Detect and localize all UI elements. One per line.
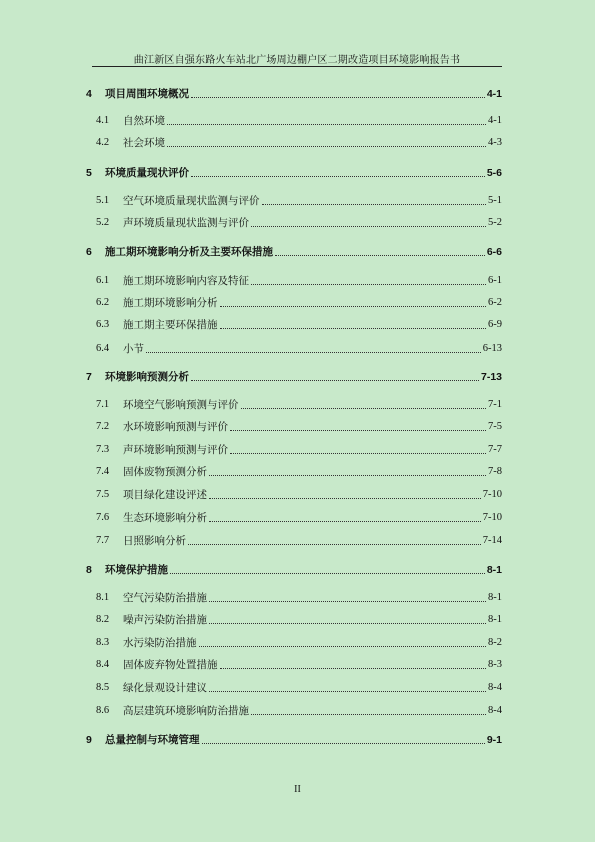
toc-entry-page: 7-10	[482, 512, 502, 523]
toc-section-entry[interactable]	[96, 342, 502, 356]
toc-dot-leader	[170, 572, 485, 574]
toc-entry-page: 7-5	[488, 421, 502, 432]
toc-section-entry[interactable]	[96, 194, 502, 208]
toc-entry-page: 7-8	[488, 466, 502, 477]
toc-entry-page: 6-1	[488, 275, 502, 286]
toc-entry-title: 声环境影响预测与评价	[123, 444, 228, 456]
toc-entry-title: 自然环境	[123, 115, 165, 127]
toc-entry-title: 高层建筑环境影响防治措施	[123, 705, 249, 717]
toc-section-entry[interactable]	[96, 591, 502, 605]
toc-dot-leader	[262, 203, 487, 205]
toc-entry-page: 7-1	[488, 399, 502, 410]
toc-chapter-entry[interactable]	[86, 87, 502, 101]
toc-dot-leader	[251, 225, 486, 227]
toc-entry-title: 施工期环境影响分析	[123, 297, 218, 309]
toc-entry-page: 7-7	[488, 444, 502, 455]
toc-section-entry[interactable]	[96, 216, 502, 230]
toc-section-entry[interactable]	[96, 658, 502, 672]
toc-dot-leader	[191, 379, 479, 381]
toc-entry-number: 7.1	[96, 399, 110, 410]
toc-entry-title: 总量控制与环境管理	[105, 734, 200, 746]
toc-entry-title: 施工期环境影响分析及主要环保措施	[105, 246, 273, 258]
toc-entry-page: 8-1	[488, 614, 502, 625]
toc-dot-leader	[251, 283, 486, 285]
toc-dot-leader	[220, 305, 487, 307]
toc-entry-title: 空气环境质量现状监测与评价	[123, 195, 260, 207]
toc-entry-page: 7-13	[480, 371, 502, 383]
toc-dot-leader	[167, 145, 486, 147]
toc-entry-title: 环境影响预测分析	[105, 371, 189, 383]
toc-entry-title: 环境保护措施	[105, 564, 168, 576]
toc-entry-page: 8-2	[488, 637, 502, 648]
toc-entry-number: 6	[86, 246, 92, 258]
toc-chapter-entry[interactable]	[86, 563, 502, 577]
toc-entry-page: 6-9	[488, 319, 502, 330]
toc-dot-leader	[220, 667, 487, 669]
toc-dot-leader	[230, 429, 486, 431]
toc-entry-number: 6.2	[96, 297, 110, 308]
toc-entry-number: 8.5	[96, 682, 110, 693]
toc-entry-title: 项目周围环境概况	[105, 88, 189, 100]
toc-entry-page: 8-1	[488, 592, 502, 603]
toc-entry-page: 8-1	[486, 564, 502, 576]
toc-entry-number: 7.6	[96, 512, 110, 523]
toc-entry-page: 7-10	[482, 489, 502, 500]
toc-section-entry[interactable]	[96, 274, 502, 288]
toc-dot-leader	[241, 407, 487, 409]
toc-section-entry[interactable]	[96, 420, 502, 434]
toc-entry-page: 5-2	[488, 217, 502, 228]
toc-entry-number: 9	[86, 734, 92, 746]
toc-entry-number: 5.1	[96, 195, 110, 206]
toc-section-entry[interactable]	[96, 114, 502, 128]
toc-entry-page: 8-4	[488, 705, 502, 716]
toc-entry-number: 7	[86, 371, 92, 383]
toc-entry-title: 固体废物预测分析	[123, 466, 207, 478]
toc-dot-leader	[188, 543, 481, 545]
toc-section-entry[interactable]	[96, 534, 502, 548]
toc-entry-page: 6-6	[486, 246, 502, 258]
toc-entry-number: 5.2	[96, 217, 110, 228]
toc-entry-title: 施工期环境影响内容及特征	[123, 275, 249, 287]
toc-entry-title: 绿化景观设计建议	[123, 682, 207, 694]
toc-entry-title: 固体废弃物处置措施	[123, 659, 218, 671]
toc-dot-leader	[230, 452, 486, 454]
toc-section-entry[interactable]	[96, 296, 502, 310]
toc-entry-title: 声环境质量现状监测与评价	[123, 217, 249, 229]
toc-entry-number: 7.7	[96, 535, 110, 546]
toc-entry-title: 空气污染防治措施	[123, 592, 207, 604]
toc-entry-page: 5-6	[486, 167, 502, 179]
toc-entry-page: 8-4	[488, 682, 502, 693]
toc-dot-leader	[146, 351, 481, 353]
toc-entry-number: 7.3	[96, 444, 110, 455]
toc-entry-page: 5-1	[488, 195, 502, 206]
toc-entry-number: 4.2	[96, 137, 110, 148]
toc-entry-page: 4-1	[488, 115, 502, 126]
toc-entry-title: 噪声污染防治措施	[123, 614, 207, 626]
toc-section-entry[interactable]	[96, 613, 502, 627]
toc-entry-title: 项目绿化建设评述	[123, 489, 207, 501]
toc-entry-title: 环境空气影响预测与评价	[123, 399, 239, 411]
toc-entry-number: 5	[86, 167, 92, 179]
toc-dot-leader	[251, 713, 486, 715]
toc-entry-title: 小节	[123, 343, 144, 355]
toc-entry-page: 6-13	[482, 343, 502, 354]
toc-entry-number: 8.2	[96, 614, 110, 625]
toc-dot-leader	[209, 497, 481, 499]
toc-entry-title: 水污染防治措施	[123, 637, 197, 649]
toc-section-entry[interactable]	[96, 318, 502, 332]
toc-entry-title: 施工期主要环保措施	[123, 319, 218, 331]
toc-entry-number: 7.4	[96, 466, 110, 477]
toc-entry-number: 6.1	[96, 275, 110, 286]
toc-entry-page: 9-1	[486, 734, 502, 746]
toc-entry-title: 生态环境影响分析	[123, 512, 207, 524]
toc-entry-number: 4.1	[96, 115, 110, 126]
toc-entry-title: 日照影响分析	[123, 535, 186, 547]
toc-dot-leader	[191, 175, 485, 177]
toc-entry-number: 6.4	[96, 343, 110, 354]
toc-entry-title: 社会环境	[123, 137, 165, 149]
toc-chapter-entry[interactable]	[86, 370, 502, 384]
toc-dot-leader	[209, 690, 486, 692]
toc-chapter-entry[interactable]	[86, 733, 502, 747]
toc-entry-page: 4-1	[486, 88, 502, 100]
toc-section-entry[interactable]	[96, 136, 502, 150]
toc-entry-number: 7.2	[96, 421, 110, 432]
toc-dot-leader	[209, 474, 486, 476]
toc-entry-number: 6.3	[96, 319, 110, 330]
toc-dot-leader	[275, 254, 485, 256]
toc-dot-leader	[167, 123, 486, 125]
toc-dot-leader	[220, 327, 487, 329]
toc-section-entry[interactable]	[96, 511, 502, 525]
toc-entry-number: 8	[86, 564, 92, 576]
toc-entry-number: 7.5	[96, 489, 110, 500]
toc-dot-leader	[199, 645, 487, 647]
toc-section-entry[interactable]	[96, 636, 502, 650]
toc-entry-number: 8.6	[96, 705, 110, 716]
toc-chapter-entry[interactable]	[86, 166, 502, 180]
page-number: II	[294, 784, 301, 795]
toc-entry-number: 8.4	[96, 659, 110, 670]
toc-section-entry[interactable]	[96, 704, 502, 718]
running-header: 曲江新区自强东路火车站北广场周边棚户区二期改造项目环境影响报告书	[133, 55, 461, 66]
toc-entry-page: 8-3	[488, 659, 502, 670]
toc-section-entry[interactable]	[96, 465, 502, 479]
toc-entry-page: 4-3	[488, 137, 502, 148]
toc-entry-page: 7-14	[482, 535, 502, 546]
toc-entry-number: 8.1	[96, 592, 110, 603]
toc-entry-number: 8.3	[96, 637, 110, 648]
toc-section-entry[interactable]	[96, 681, 502, 695]
toc-entry-number: 4	[86, 88, 92, 100]
toc-dot-leader	[209, 622, 486, 624]
toc-section-entry[interactable]	[96, 488, 502, 502]
toc-dot-leader	[209, 520, 481, 522]
toc-entry-title: 水环境影响预测与评价	[123, 421, 228, 433]
toc-section-entry[interactable]	[96, 443, 502, 457]
toc-dot-leader	[209, 600, 486, 602]
toc-dot-leader	[191, 96, 485, 98]
toc-entry-title: 环境质量现状评价	[105, 167, 189, 179]
toc-entry-page: 6-2	[488, 297, 502, 308]
toc-section-entry[interactable]	[96, 398, 502, 412]
toc-dot-leader	[202, 742, 485, 744]
toc-chapter-entry[interactable]	[86, 245, 502, 259]
